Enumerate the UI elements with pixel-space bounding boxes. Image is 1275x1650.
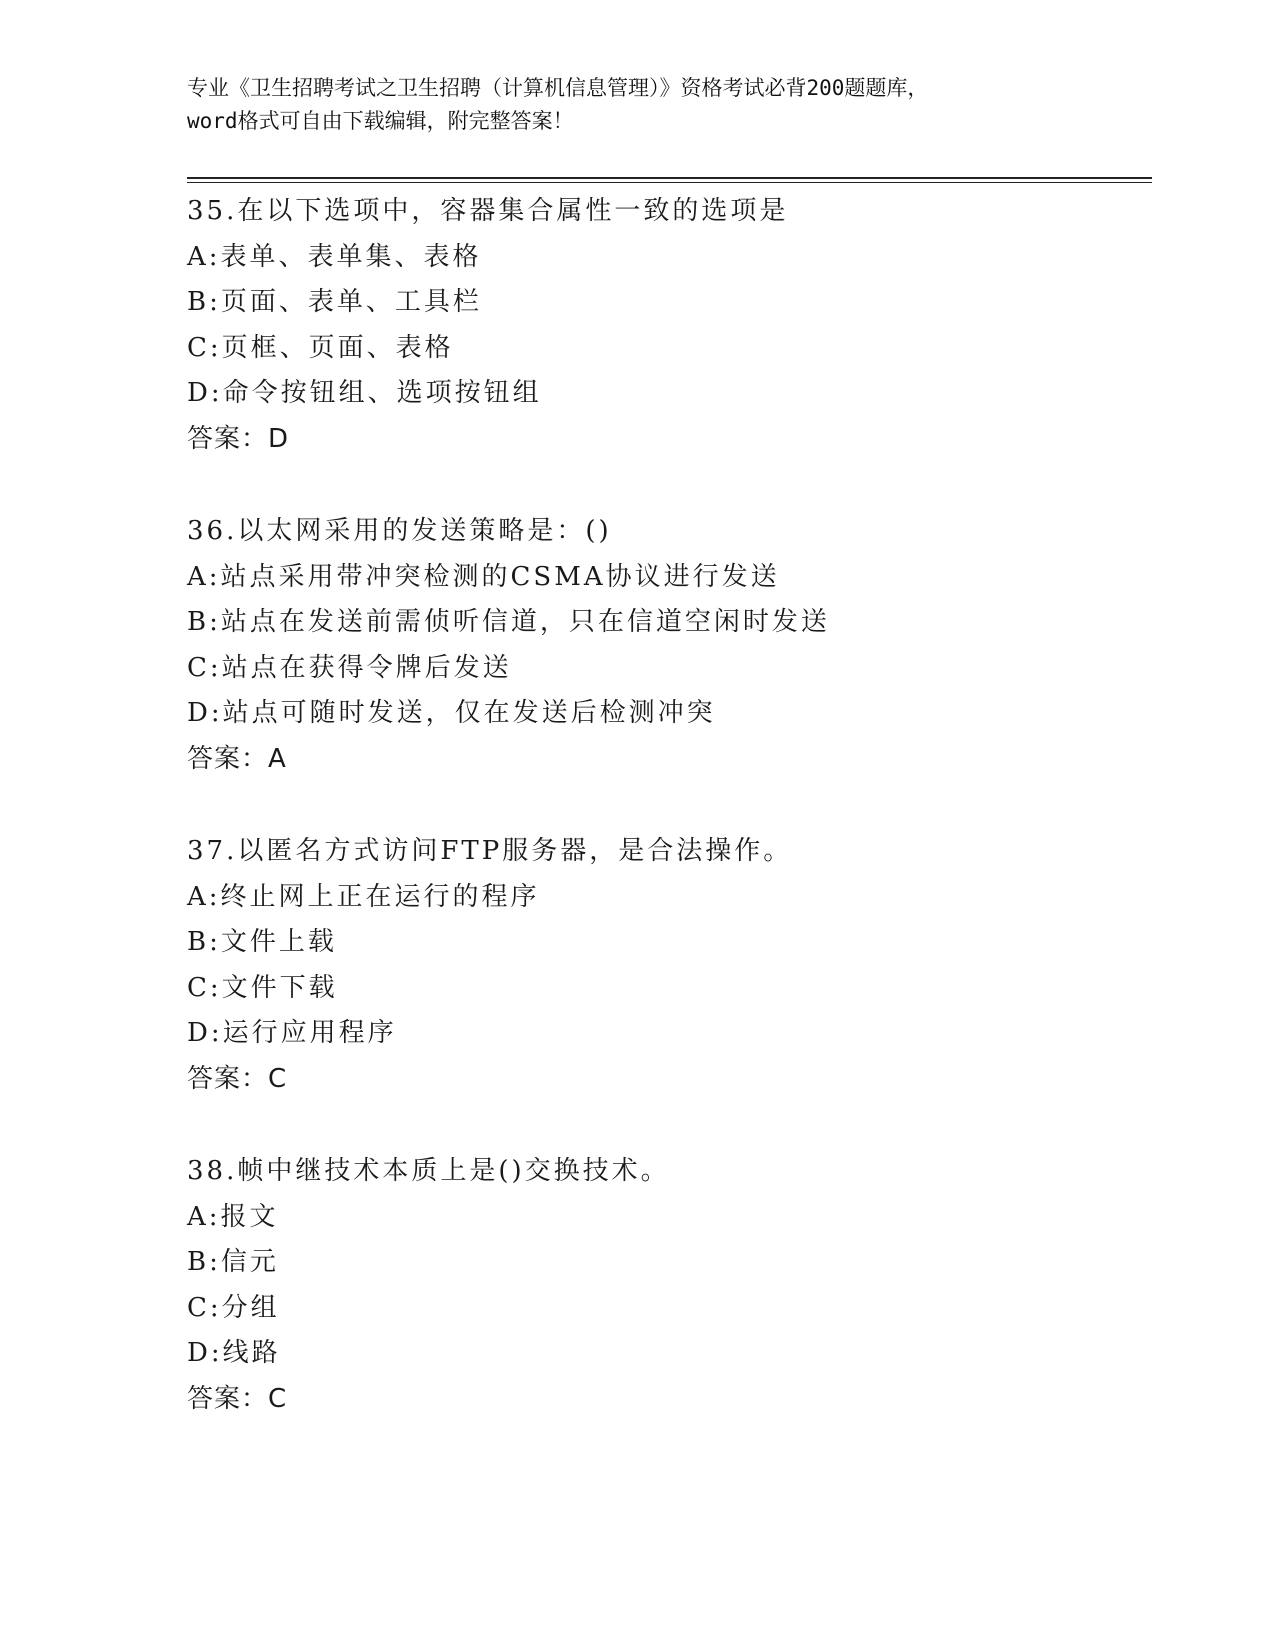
option-c: C:分组 (187, 1292, 280, 1323)
option-d: D:站点可随时发送，仅在发送后检测冲突 (187, 698, 716, 729)
header-divider-thin (187, 182, 1152, 183)
question-stem: 36.以太网采用的发送策略是：() (187, 516, 612, 546)
question-list (187, 189, 1147, 1469)
document-header (187, 72, 1087, 138)
option-a: A:终止网上正在运行的程序 (187, 881, 540, 912)
option-a: A:报文 (187, 1201, 279, 1232)
header-divider-thick (187, 177, 1152, 179)
option-c: C:页框、页面、表格 (187, 332, 454, 363)
question-36 (187, 509, 1147, 829)
option-b: B:站点在发送前需侦听信道，只在信道空闲时发送 (187, 607, 830, 638)
question-stem: 35.在以下选项中，容器集合属性一致的选项是 (187, 196, 789, 226)
question-38 (187, 1149, 1147, 1469)
option-b: B:信元 (187, 1247, 279, 1278)
question-37 (187, 829, 1147, 1149)
option-d: D:线路 (187, 1338, 281, 1369)
option-d: D:命令按钮组、选项按钮组 (187, 378, 542, 409)
option-c: C:站点在获得令牌后发送 (187, 652, 512, 683)
question-stem: 38.帧中继技术本质上是()交换技术。 (187, 1156, 670, 1186)
answer-text: 答案：C (187, 1383, 288, 1414)
option-a: A:站点采用带冲突检测的CSMA协议进行发送 (187, 561, 780, 592)
option-d: D:运行应用程序 (187, 1018, 397, 1049)
answer-text: 答案：A (187, 743, 287, 774)
header-line-1: 专业《卫生招聘考试之卫生招聘（计算机信息管理）》资格考试必背200题题库， (187, 76, 929, 100)
header-line-2: word格式可自由下载编辑，附完整答案！ (187, 109, 574, 133)
option-b: B:页面、表单、工具栏 (187, 287, 482, 318)
answer-text: 答案：C (187, 1063, 288, 1094)
option-c: C:文件下载 (187, 972, 338, 1003)
option-b: B:文件上载 (187, 927, 337, 958)
answer-text: 答案：D (187, 423, 290, 454)
question-35 (187, 189, 1147, 509)
option-a: A:表单、表单集、表格 (187, 241, 482, 272)
question-stem: 37.以匿名方式访问FTP服务器，是合法操作。 (187, 836, 793, 866)
